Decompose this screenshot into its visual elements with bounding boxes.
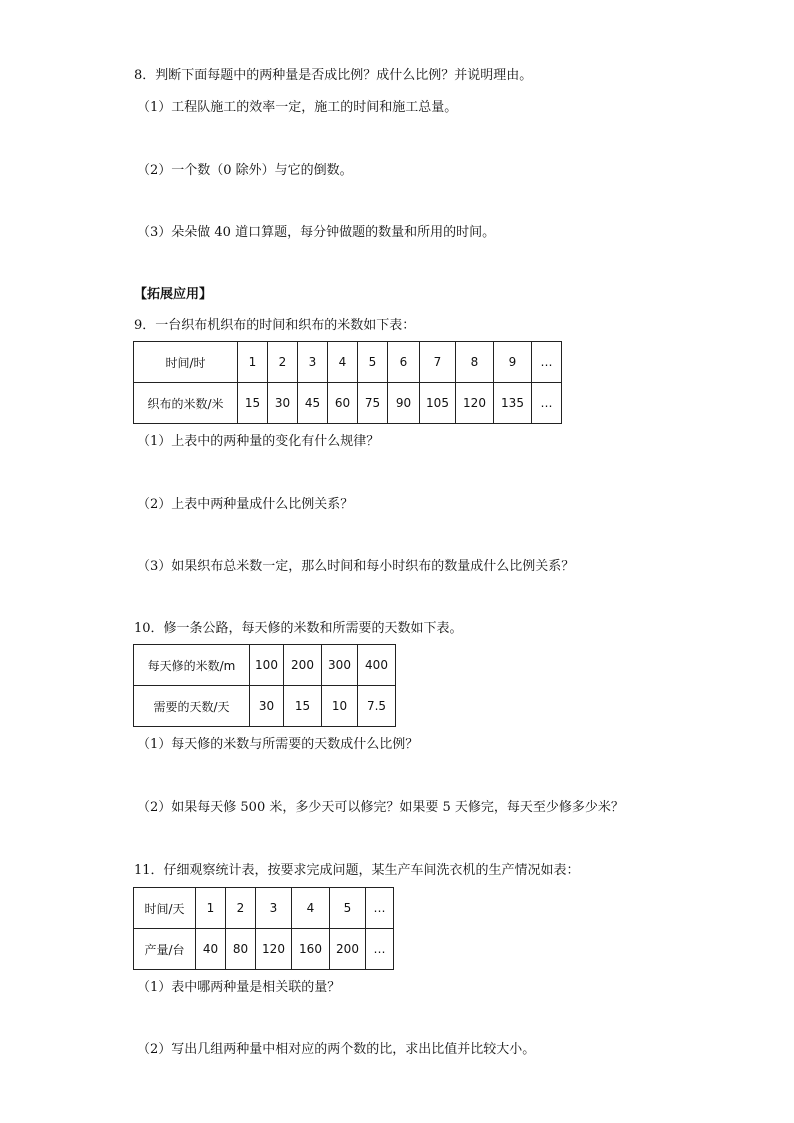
q10-table [133,644,396,727]
q8-sub-2: （2）一个数（0 除外）与它的倒数。 [137,163,353,178]
q9-sub-2: （2）上表中两种量成什么比例关系？ [137,497,354,512]
table-cell: 300 [322,645,358,686]
table-cell: … [532,342,562,383]
table-cell: 织布的米数/米 [134,383,238,424]
table-cell: 30 [268,383,298,424]
q9-table [133,341,562,424]
table-row [134,645,396,686]
section-heading: 【拓展应用】 [134,287,213,302]
table-cell: 200 [284,645,322,686]
table-cell: 1 [238,342,268,383]
table-cell: 40 [196,929,226,970]
q9-sub-3: （3）如果织布总米数一定，那么时间和每小时织布的数量成什么比例关系？ [137,559,575,574]
q10-sub-2: （2）如果每天修 500 米，多少天可以修完？如果要 5 天修完，每天至少修多少米？ [137,800,624,815]
table-cell: … [366,929,394,970]
table-cell: 10 [322,686,358,727]
table-cell: 75 [358,383,388,424]
table-row [134,686,396,727]
q11-sub-1: （1）表中哪两种量是相关联的量？ [137,980,341,995]
table-cell: 每天修的米数/m [134,645,250,686]
table-cell: 需要的天数/天 [134,686,250,727]
table-cell: 2 [268,342,298,383]
q11-table [133,887,394,970]
table-cell: 400 [358,645,396,686]
table-cell: 5 [330,888,366,929]
table-cell: 9 [494,342,532,383]
table-cell: … [532,383,562,424]
table-cell: 60 [328,383,358,424]
table-cell: 5 [358,342,388,383]
q8-sub-1: （1）工程队施工的效率一定，施工的时间和施工总量。 [137,100,458,115]
table-cell: 6 [388,342,420,383]
table-cell: 105 [420,383,456,424]
q8-title: 8．判断下面每题中的两种量是否成比例？成什么比例？并说明理由。 [134,68,533,83]
table-cell: 4 [328,342,358,383]
table-cell: 4 [292,888,330,929]
table-cell: 90 [388,383,420,424]
q9-sub-1: （1）上表中的两种量的变化有什么规律？ [137,434,380,449]
table-cell: 1 [196,888,226,929]
table-cell: 120 [456,383,494,424]
table-cell: 3 [298,342,328,383]
table-cell: 135 [494,383,532,424]
q8-sub-3: （3）朵朵做 40 道口算题，每分钟做题的数量和所用的时间。 [137,225,496,240]
table-row [134,929,394,970]
table-cell: 30 [250,686,284,727]
table-cell: 2 [226,888,256,929]
table-cell: 7.5 [358,686,396,727]
table-cell: 100 [250,645,284,686]
table-cell: 7 [420,342,456,383]
q11-sub-2: （2）写出几组两种量中相对应的两个数的比，求出比值并比较大小。 [137,1042,536,1057]
table-cell: 120 [256,929,292,970]
table-cell: 160 [292,929,330,970]
table-cell: 15 [238,383,268,424]
table-cell: 80 [226,929,256,970]
table-cell: 时间/天 [134,888,196,929]
q10-sub-1: （1）每天修的米数与所需要的天数成什么比例？ [137,737,419,752]
table-cell: 200 [330,929,366,970]
table-cell: 产量/台 [134,929,196,970]
q11-title: 11．仔细观察统计表，按要求完成问题，某生产车间洗衣机的生产情况如表： [134,863,580,878]
table-cell: 时间/时 [134,342,238,383]
table-cell: … [366,888,394,929]
table-row [134,888,394,929]
q9-title: 9．一台织布机织布的时间和织布的米数如下表： [134,318,416,333]
table-cell: 8 [456,342,494,383]
table-row [134,383,562,424]
q10-title: 10．修一条公路，每天修的米数和所需要的天数如下表。 [134,621,463,636]
table-cell: 3 [256,888,292,929]
table-cell: 45 [298,383,328,424]
table-cell: 15 [284,686,322,727]
table-row [134,342,562,383]
